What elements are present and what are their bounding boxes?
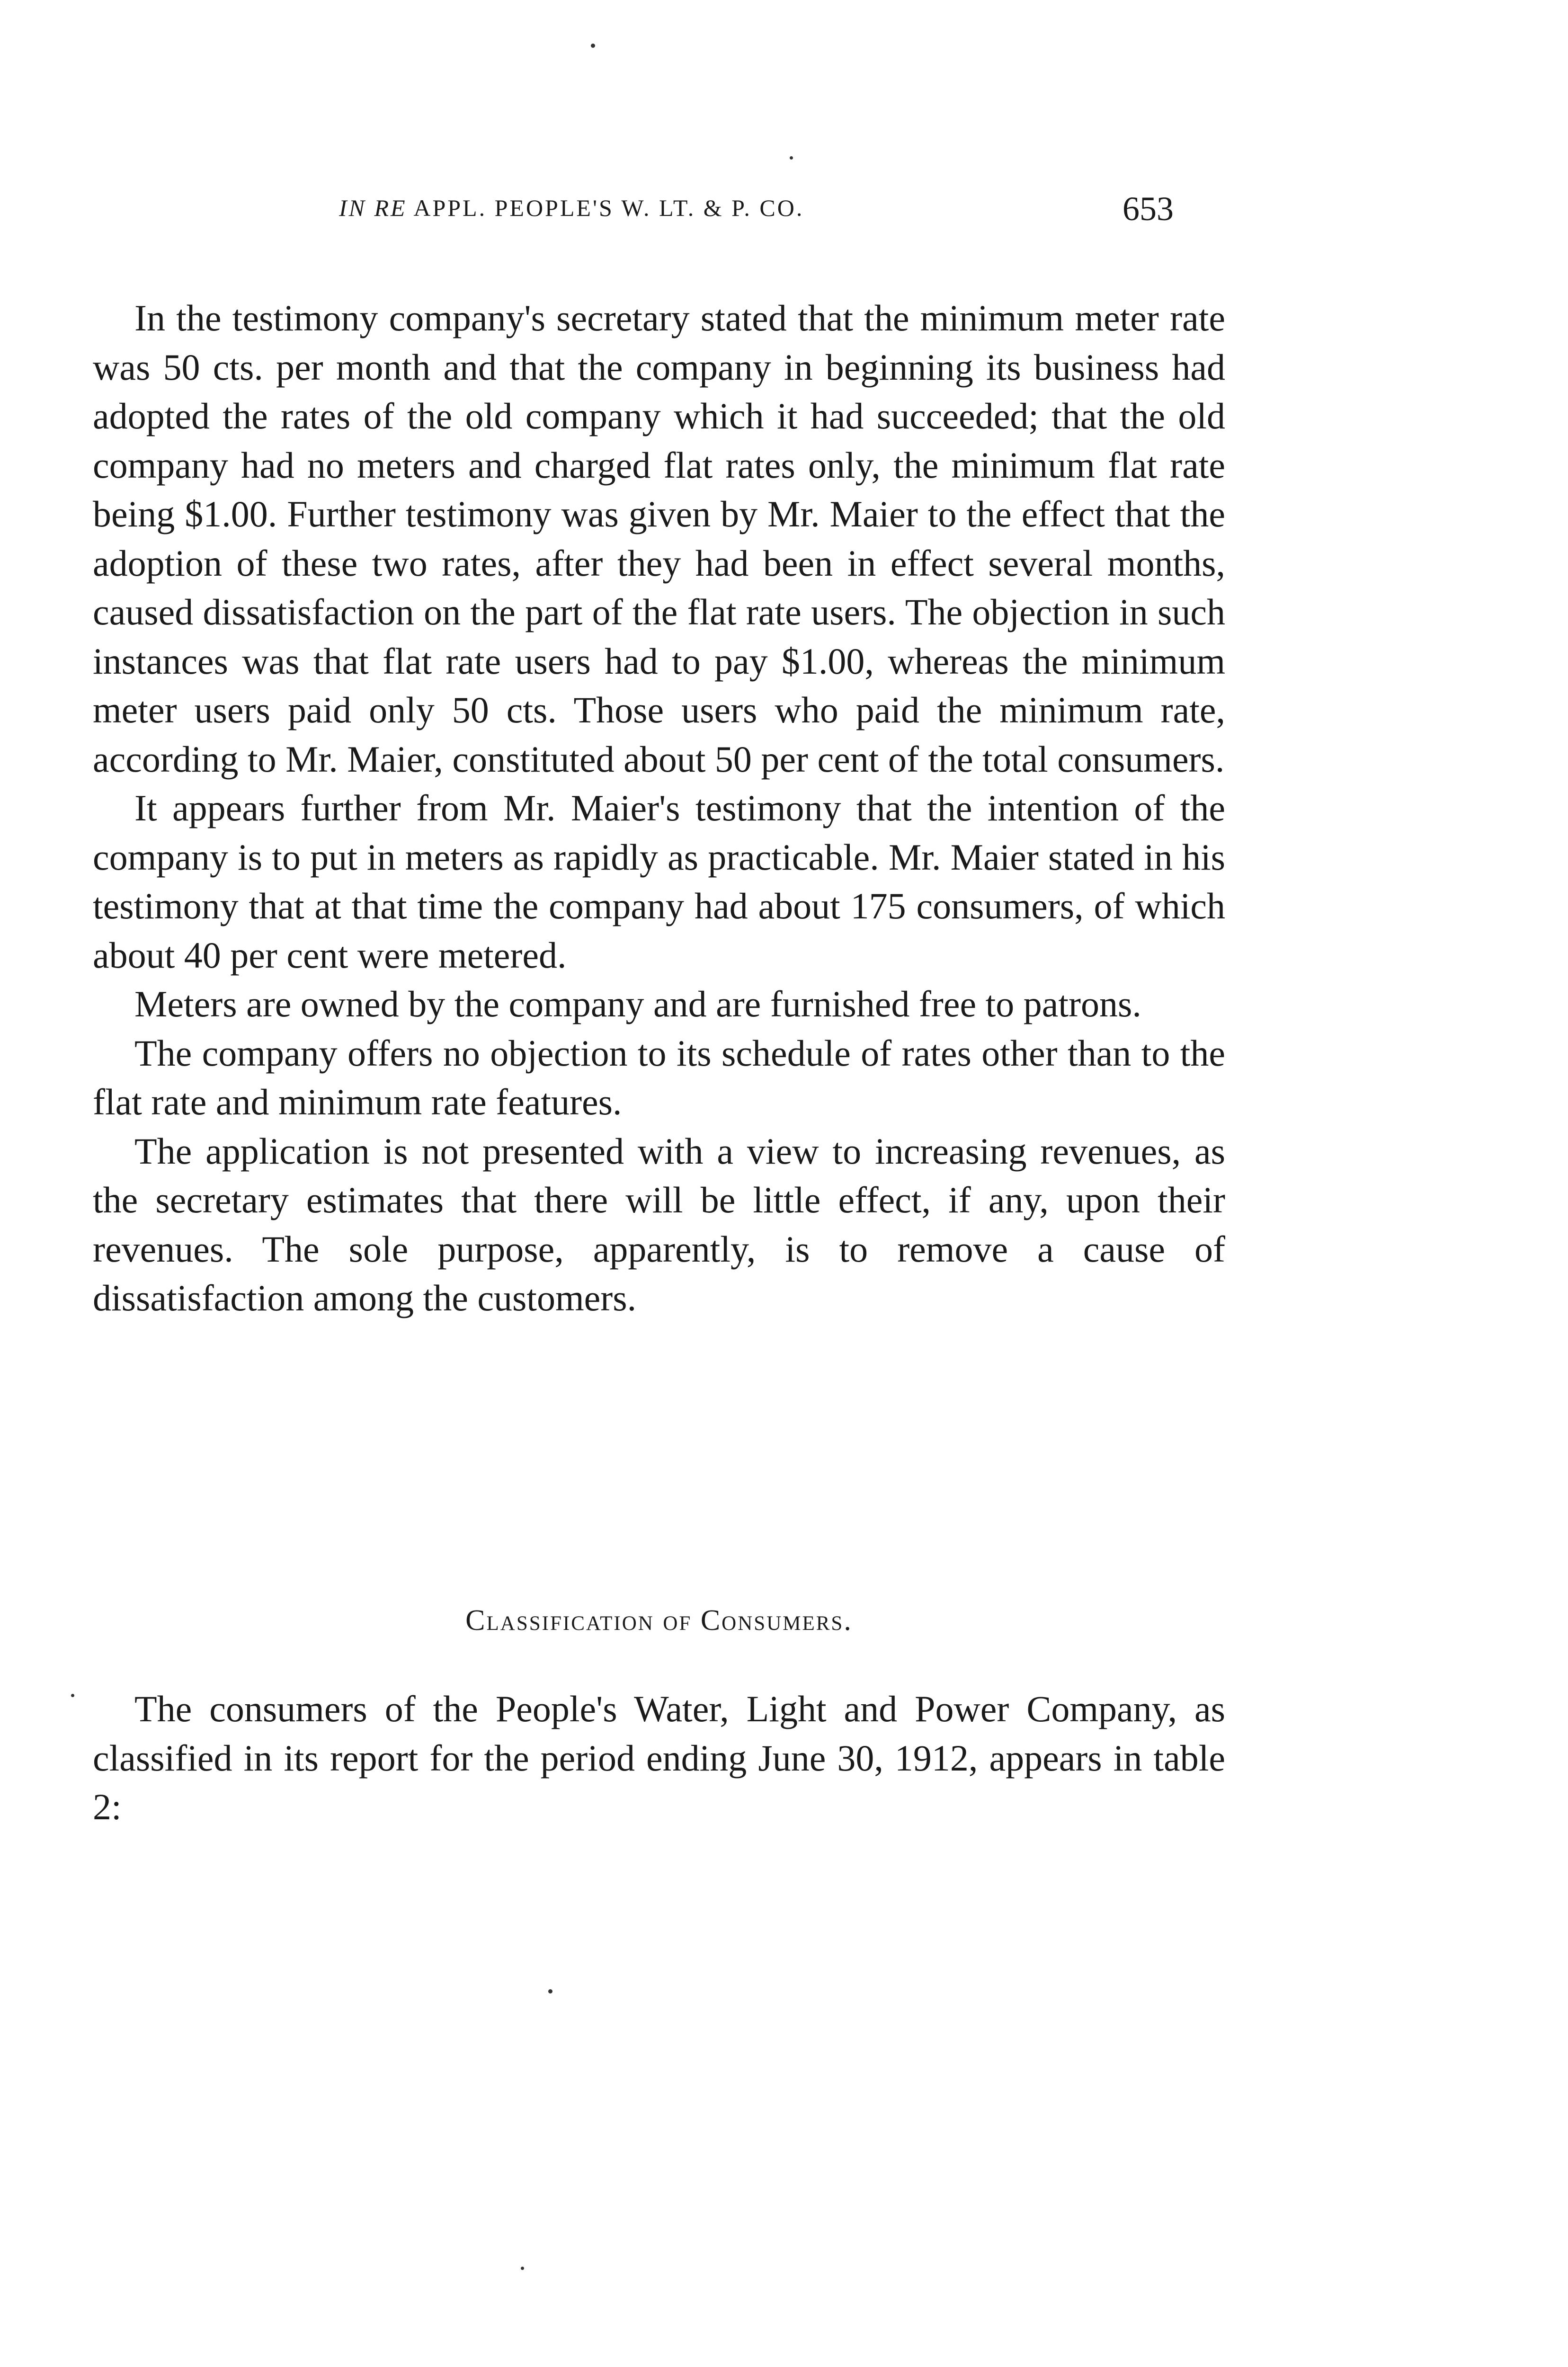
running-title-italic: IN RE <box>339 195 407 221</box>
running-title-rest: APPL. PEOPLE'S W. LT. & P. CO. <box>407 195 804 221</box>
scan-speck <box>790 156 793 160</box>
scan-speck <box>71 1694 74 1697</box>
paragraph: Meters are owned by the company and are furnished free to patrons. <box>134 983 1141 1024</box>
paragraph: In the testimony company's secretary stated that the minimum meter rate was 50 cts. per month and that the company in beginning its business had adopted the rates of the old company which it had succeeded; that the old company had no meters and charged flat rates only, the minimum flat rate being $1.00. Further testimony was given by Mr. Maier to the effect that the adoption of these two rates, after they had been in effect several months, caused dissatisfaction on the part of the flat rate users. The objection in such instances was that flat rate users had to pay $1.00, whereas the minimum meter users paid only 50 cts. Those users who paid the minimum rate, according to Mr. Maier, constituted about 50 per cent of the total consumers. <box>93 297 1225 780</box>
section-heading: Classification of Consumers. <box>465 1604 853 1637</box>
running-title <box>339 194 804 222</box>
section-body-text <box>93 1684 1225 1832</box>
paragraph: It appears further from Mr. Maier's testimony that the intention of the company is to put in meters as rapidly as practicable. Mr. Maier stated in his testimony that at that time the company had about 175 consumers, of which about 40 per cent were metered. <box>93 787 1225 976</box>
scan-speck <box>521 2267 524 2270</box>
scan-speck <box>591 44 595 48</box>
paragraph: The consumers of the People's Water, Light and Power Company, as classified in its report for the period ending June 30, 1912, appears in table 2: <box>93 1688 1225 1827</box>
paragraph: The application is not presented with a view to increasing revenues, as the secretary estimates that there will be little effect, if any, upon their revenues. The sole purpose, apparently, is to remove a cause of dissatisfaction among the customers. <box>93 1130 1225 1318</box>
running-head <box>93 189 1229 237</box>
paragraph: The company offers no objection to its schedule of rates other than to the flat rate and minimum rate features. <box>93 1032 1225 1122</box>
scan-speck <box>548 1989 552 1993</box>
body-text <box>93 294 1225 1323</box>
page-number: 653 <box>1123 190 1174 228</box>
